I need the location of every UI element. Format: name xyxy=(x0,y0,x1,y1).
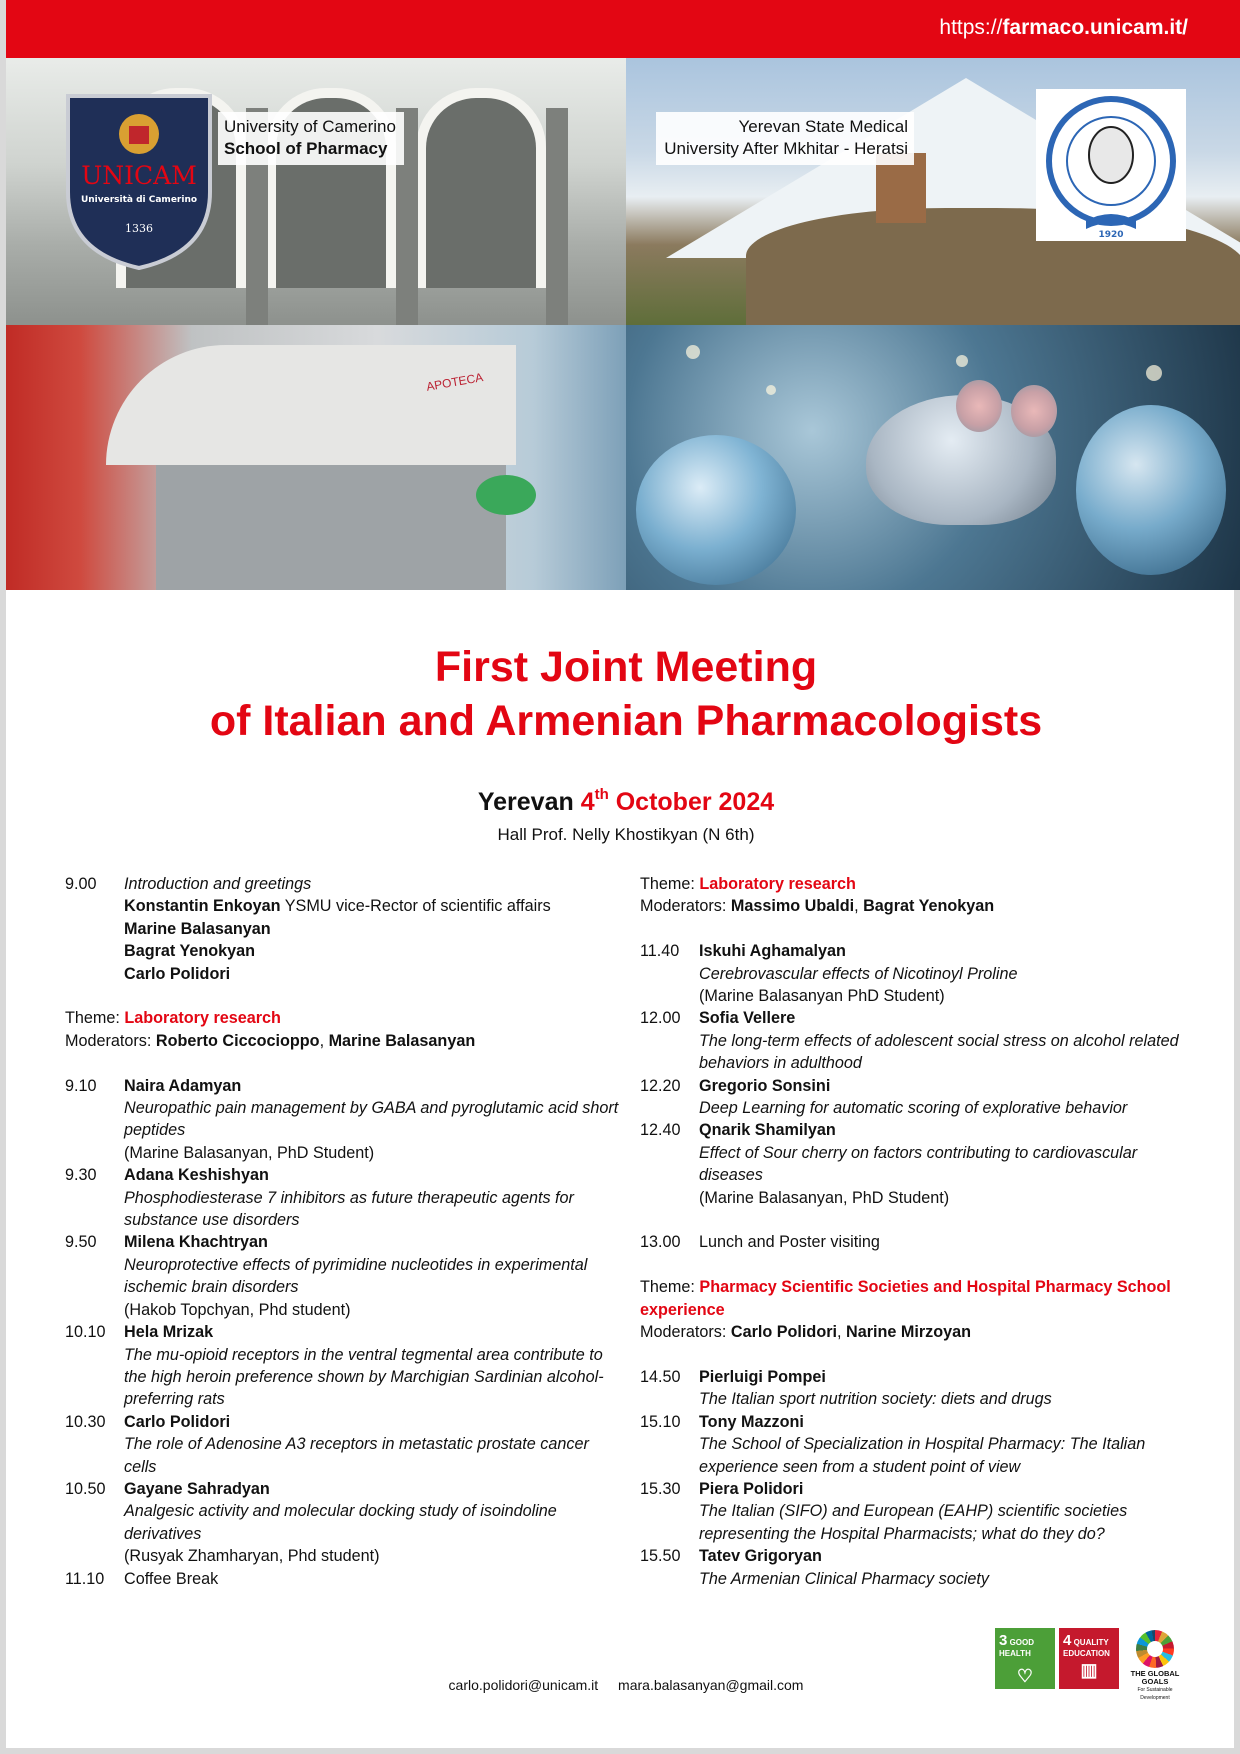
svg-text:1336: 1336 xyxy=(125,222,153,235)
program-item: 9.50 Milena Khachtryan Neuroprotective effects of pyrimidine nucleotides in experimental ischemic brain disorders (Hakob Topchyan, Phd student) xyxy=(65,1233,588,1319)
heartbeat-icon: ♡ xyxy=(1016,1666,1034,1686)
program-item: 12.20 Gregorio Sonsini Deep Learning for automatic scoring of explorative behavior xyxy=(640,1076,1128,1118)
top-banner xyxy=(6,0,1240,58)
program-item-intro: 9.00 Introduction and greetings Konstantin Enkoyan YSMU vice-Rector of scientific affairs Marine Balasanyan Bagrat Yenokyan Carlo Polidori xyxy=(65,875,551,983)
global-goals-logo: THE GLOBAL GOALS For Sustainable Development xyxy=(1124,1628,1186,1690)
email-link-polidori[interactable]: carlo.polidori@unicam.it xyxy=(448,1677,599,1693)
program-item: 9.30 Adana Keshishyan Phosphodiesterase 7 inhibitors as future therapeutic agents for substance use disorders xyxy=(65,1166,574,1230)
sdg-good-health-badge: 3 GOOD HEALTH ♡ xyxy=(995,1628,1055,1689)
unicam-logo xyxy=(64,92,214,272)
program-item: 10.10 Hela Mrizak The mu-opioid receptors in the ventral tegmental area contribute to the high heroin preference shown by Marchigian Sardinian alcohol-preferring rats xyxy=(65,1323,604,1409)
email-link-balasanyan[interactable]: mara.balasanyan@gmail.com xyxy=(618,1677,804,1693)
program-item: 10.50 Gayane Sahradyan Analgesic activity and molecular docking study of isoindoline derivatives (Rusyak Zhamharyan, Phd student) xyxy=(65,1479,557,1566)
program-item: 15.10 Tony Mazzoni The School of Specialization in Hospital Pharmacy: The Italian experience seen from a student point of view xyxy=(640,1412,1146,1476)
session-moderators: Moderators: Massimo Ubaldi, Bagrat Yenokyan xyxy=(640,897,995,916)
program-item: 11.40 Iskuhi Aghamalyan Cerebrovascular effects of Nicotinoyl Proline (Marine Balasanyan PhD Student) xyxy=(640,942,1018,1006)
program-item-lunch: 13.00 Lunch and Poster visiting xyxy=(640,1233,880,1252)
program-item: 10.30 Carlo Polidori The role of Adenosine A3 receptors in metastatic prostate cancer cells xyxy=(65,1412,589,1476)
program-left-column xyxy=(65,873,625,1590)
svg-text:1920: 1920 xyxy=(1098,230,1124,240)
event-hall: Hall Prof. Nelly Khostikyan (N 6th) xyxy=(497,825,755,844)
session-theme: Theme: Laboratory research xyxy=(65,1009,281,1028)
session-moderators: Moderators: Carlo Polidori, Narine Mirzoyan xyxy=(640,1323,972,1342)
website-link[interactable]: https://farmaco.unicam.it/ xyxy=(939,16,1188,39)
program-item: 15.50 Tatev Grigoryan The Armenian Clinical Pharmacy society xyxy=(640,1547,989,1588)
program-item: 12.40 Qnarik Shamilyan Effect of Sour cherry on factors contributing to cardiovascular diseases (Marine Balasanyan, PhD Student) xyxy=(640,1121,1138,1207)
session-theme: Theme: Pharmacy Scientific Societies and Hospital Pharmacy School experience xyxy=(640,1278,1171,1319)
book-icon: ▥ xyxy=(1080,1660,1098,1680)
event-date-location: Yerevan 4th October 2024 xyxy=(477,786,775,816)
program-item: 9.10 Naira Adamyan Neuropathic pain management by GABA and pyroglutamic acid short peptides (Marine Balasanyan, PhD Student) xyxy=(65,1076,619,1162)
program-item: 15.30 Piera Polidori The Italian (SIFO) and European (EAHP) scientific societies representing the Hospital Pharmacists; what do they do? xyxy=(640,1479,1128,1543)
program-item-break: 11.10 Coffee Break xyxy=(65,1569,219,1588)
program-item: 12.00 Sofia Vellere The long-term effects of adolescent social stress on alcohol related behaviors in adulthood xyxy=(640,1009,1179,1073)
event-title: First Joint Meeting of Italian and Armenian Pharmacologists xyxy=(209,643,1043,745)
svg-text:Università di Camerino: Università di Camerino xyxy=(80,195,198,205)
sdg-quality-education-badge: 4 QUALITY EDUCATION ▥ xyxy=(1059,1628,1119,1689)
lab-mouse-photo xyxy=(626,325,1240,590)
svg-text:UNICAM: UNICAM xyxy=(81,161,197,190)
program-right-column xyxy=(640,873,1200,1590)
ysmu-institution-label: Yerevan State Medical University After Mkhitar - Heratsi xyxy=(656,112,914,165)
contact-footer xyxy=(6,1677,1240,1693)
ysmu-logo xyxy=(1036,89,1186,241)
pharmacy-lab-photo: APOTECA xyxy=(6,325,626,590)
unicam-institution-label: University of Camerino School of Pharmacy xyxy=(218,112,404,165)
session-moderators: Moderators: Roberto Ciccocioppo, Marine Balasanyan xyxy=(65,1031,476,1050)
program-item: 14.50 Pierluigi Pompei The Italian sport nutrition society: diets and drugs xyxy=(640,1367,1052,1409)
session-theme: Theme: Laboratory research xyxy=(640,875,856,893)
sdg-wheel-icon xyxy=(1136,1630,1174,1668)
